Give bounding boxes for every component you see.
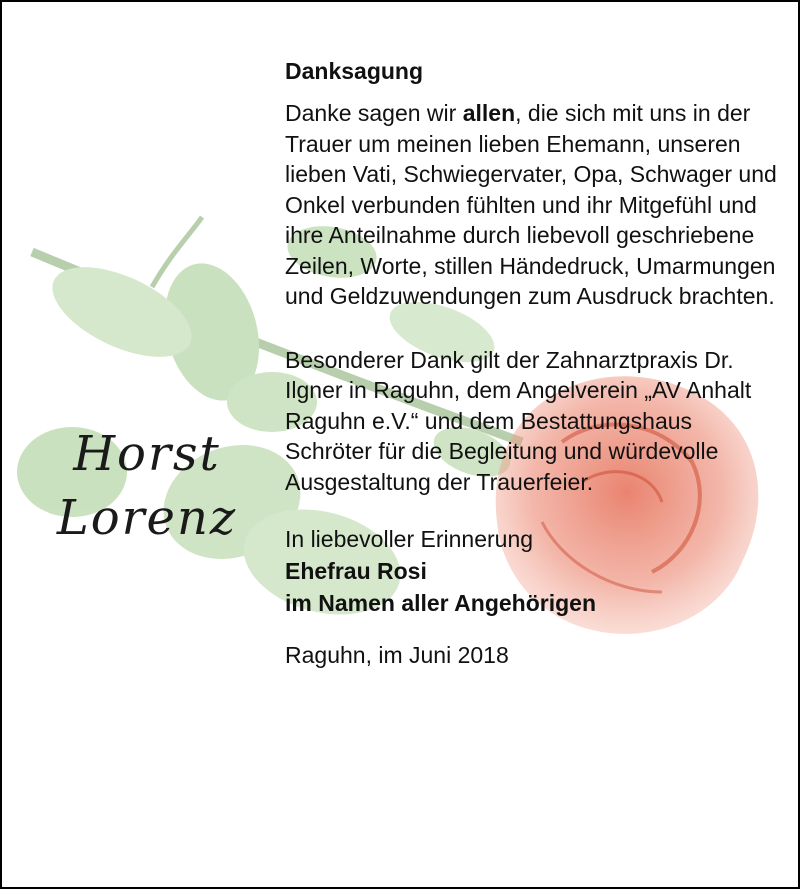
obituary-text <box>285 54 785 671</box>
page-title: Danksagung <box>285 58 424 84</box>
deceased-first-name: Horst <box>73 426 221 482</box>
special-thanks-paragraph: Besonderer Dank gilt der Zahnarztpraxis Dr. Ilgner in Raguhn, dem Angelverein „AV Anhalt Raguhn e.V.“ und dem Bestattungshaus Schröter für die Begleitung und würdevolle Ausgestaltung der Trauerfeier. <box>285 346 752 495</box>
place-date: Raguhn, im Juni 2018 <box>285 642 509 668</box>
signature-line-1: Ehefrau Rosi <box>285 558 427 584</box>
thanks-paragraph <box>285 98 785 312</box>
thanks-emphasis: allen <box>462 100 516 126</box>
deceased-name <box>32 422 262 550</box>
closing-line: In liebevoller Erinnerung <box>285 526 534 552</box>
thanks-intro: Danke sagen wir <box>285 100 463 126</box>
thanks-rest: , die sich mit uns in der Trauer um meinen lieben Ehemann, unseren lieben Vati, Schwiegervater, Opa, Schwager und Onkel verbunden fühlten und ihr Mitgefühl und ihre Anteilnahme durch liebevoll geschriebene Zeilen, Worte, stillen Händedruck, Umarmungen und Geldzuwendungen zum Ausdruck brachten. <box>285 100 777 309</box>
deceased-last-name: Lorenz <box>56 490 238 546</box>
signature-line-2: im Namen aller Angehörigen <box>285 590 596 616</box>
